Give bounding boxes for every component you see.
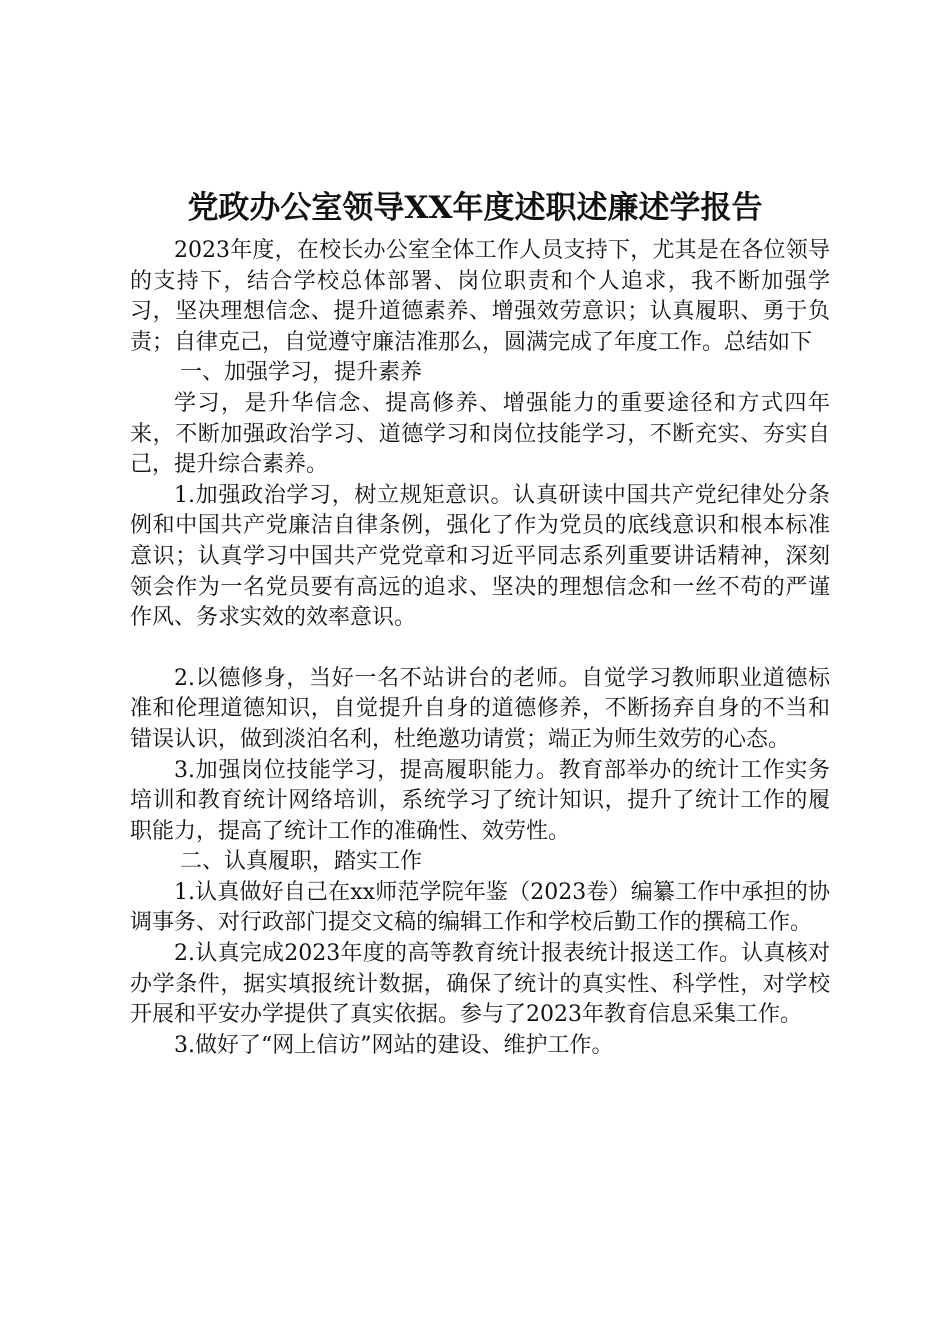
document-body xyxy=(130,236,830,1061)
paragraph-yearbook: 1.认真做好自己在xx师范学院年鉴（2023卷）编纂工作中承担的协调事务、对行政部门提交文稿的编辑工作和学校后勤工作的撰稿工作。 xyxy=(130,879,830,936)
paragraph-study: 学习，是升华信念、提高修养、增强能力的重要途径和方式四年来，不断加强政治学习、道德学习和岗位技能学习，不断充实、夯实自己，提升综合素养。 xyxy=(130,390,830,478)
paragraph-skill-study: 3.加强岗位技能学习，提高履职能力。教育部举办的统计工作实务培训和教育统计网络培训，系统学习了统计知识，提升了统计工作的履职能力，提高了统计工作的准确性、效劳性。 xyxy=(130,757,830,844)
paragraph-statistics: 2.认真完成2023年度的高等教育统计报表统计报送工作。认真核对办学条件，据实填报统计数据，确保了统计的真实性、科学性，对学校开展和平安办学提供了真实依据。参与了2023年教育信息采集工作。 xyxy=(130,941,830,1028)
paragraph-petition-website: 3.做好了“网上信访”网站的建设、维护工作。 xyxy=(174,1032,614,1058)
paragraph-political-study: 1.加强政治学习，树立规矩意识。认真研读中国共产党纪律处分条例和中国共产党廉洁自律条例，强化了作为党员的底线意识和根本标准意识；认真学习中国共产党党章和习近平同志系列重要讲话精神，深刻领会作为一名党员要有高远的追求、坚决的理想信念和一丝不苟的严谨作风、务求实效的效率意识。 xyxy=(130,482,830,631)
document-title: 党政办公室领导XX年度述职述廉述学报告 xyxy=(187,190,763,226)
paragraph-intro: 2023年度，在校长办公室全体工作人员支持下，尤其是在各位领导的支持下，结合学校总体部署、岗位职责和个人追求，我不断加强学习，坚决理想信念、提升道德素养、增强效劳意识；认真履职、勇于负责；自律克己，自觉遵守廉洁准那么，圆满完成了年度工作。总结如下 xyxy=(130,238,830,355)
paragraph-moral-cultivation: 2.以德修身，当好一名不站讲台的老师。自觉学习教师职业道德标准和伦理道德知识，自觉提升自身的道德修养，不断扬弃自身的不当和错误认识，做到淡泊名利，杜绝邀功请赏；端正为师生效劳的心态。 xyxy=(130,665,830,752)
section-heading-1: 一、加强学习，提升素养 xyxy=(180,360,423,386)
section-heading-2: 二、认真履职，踏实工作 xyxy=(180,849,423,875)
